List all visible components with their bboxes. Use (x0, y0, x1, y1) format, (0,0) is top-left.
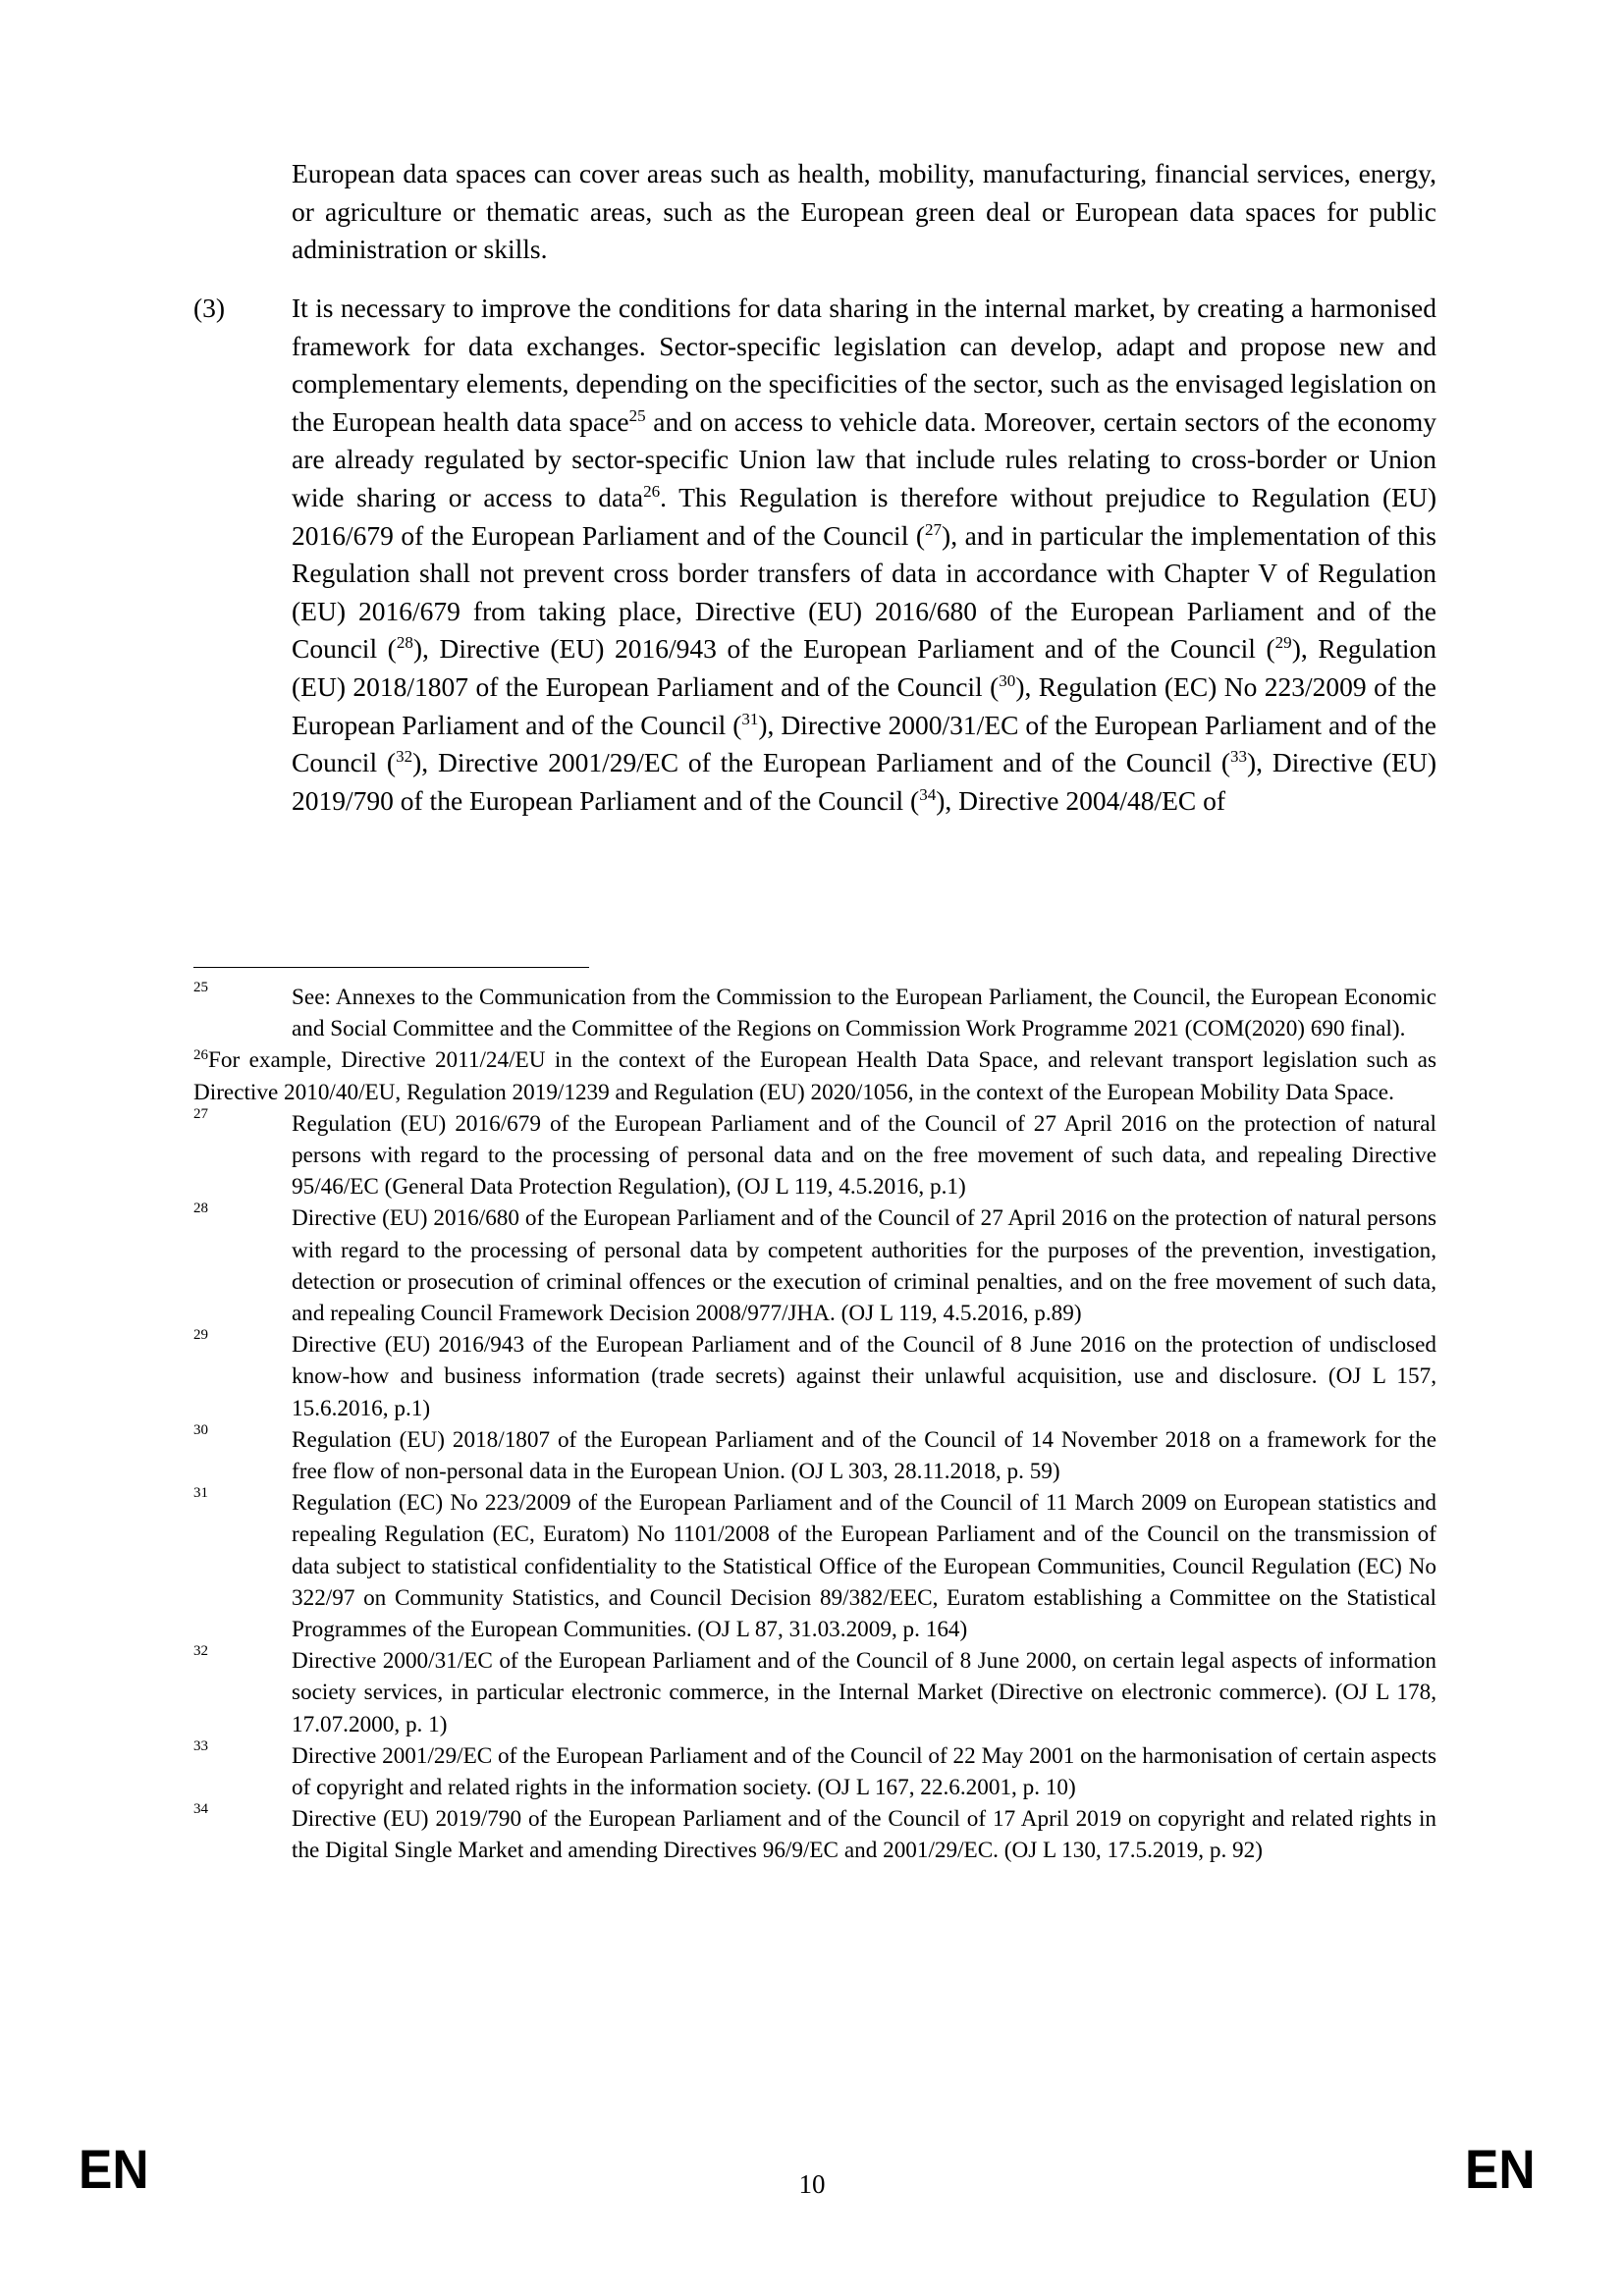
page-number: 10 (798, 2169, 826, 2199)
recital-text-part: ), Directive 2000/31/EC of the European Parliament and of the Council ( (292, 709, 1436, 778)
footnote-number: 30 (193, 1421, 208, 1438)
footnote-30 (193, 1421, 1436, 1487)
footnote-number: 27 (193, 1105, 208, 1122)
footnote-text: Directive 2000/31/EC of the European Parliament and of the Council of 8 June 2000, on certain legal aspects of information society services, in particular electronic commerce, in the Internal Market (Directive on electronic commerce). (OJ L 178, 17.07.2000, p. 1) (292, 1648, 1436, 1737)
footnote-ref[interactable]: 27 (925, 519, 943, 539)
footnote-28 (193, 1202, 1436, 1329)
footnote-text: Regulation (EC) No 223/2009 of the European Parliament and of the Council of 11 March 2009 on European statistics and repealing Regulation (EC, Euratom) No 1101/2008 of the European Parliament and of the Council on the transmission of data subject to statistical confidentiality to the Statistical Office of the European Communities, Council Regulation (EC) No 322/97 on Community Statistics, and Council Decision 89/382/EEC, Euratom establishing a Committee on the Statistical Programmes of the European Communities. (OJ L 87, 31.03.2009, p. 164) (292, 1490, 1436, 1643)
footnote-ref[interactable]: 26 (643, 481, 661, 501)
footnote-number: 33 (193, 1737, 208, 1754)
footnote-number: 31 (193, 1485, 208, 1502)
footnote-33 (193, 1737, 1436, 1803)
footnote-number: 25 (193, 980, 208, 995)
recital-text-part: ), Directive 2004/48/EC of (936, 784, 1226, 816)
footnote-ref[interactable]: 34 (919, 784, 937, 804)
footnote-ref[interactable]: 29 (1274, 633, 1292, 653)
footnote-text: Regulation (EU) 2016/679 of the European Parliament and of the Council of 27 April 2016 on the protection of natural persons with regard to the processing of personal data and on the free movement of such data, and repealing Directive 95/46/EC (General Data Protection Regulation), (OJ L 119, 4.5.2016, p.1) (292, 1110, 1436, 1201)
recital-text-part: ), Directive 2001/29/EC of the European Parliament and of the Council ( (412, 747, 1230, 778)
footnote-number: 28 (193, 1201, 208, 1217)
recital-text-part: and on access to vehicle data. Moreover, certain sectors of the economy are already regulated by sector-specific Union law that include rules relating to cross-border or Union wide sharing or access to data (292, 405, 1437, 512)
footnote-ref[interactable]: 30 (999, 670, 1016, 690)
footnote-ref[interactable]: 33 (1229, 746, 1248, 766)
footnote-26 (193, 1044, 1436, 1107)
footnote-32 (193, 1645, 1436, 1740)
intro-paragraph: European data spaces can cover areas such as health, mobility, manufacturing, financial services, energy, or agriculture or thematic areas, such as the European green deal or European data spaces for public administration or skills. (292, 158, 1436, 265)
footnote-text: For example, Directive 2011/24/EU in the context of the European Health Data Space, and relevant transport legislation such as Directive 2010/40/EU, Regulation 2019/1239 and Regulation (EU) 2020/1056, in the context of the European Mobility Data Space. (193, 1047, 1436, 1105)
language-code-right: EN (1465, 2138, 1536, 2200)
footnote-number: 29 (193, 1327, 208, 1344)
footnote-27 (193, 1105, 1436, 1203)
footnote-25 (193, 982, 1436, 1044)
footnote-ref[interactable]: 25 (628, 405, 646, 425)
recital-text-part: ), Regulation (EU) 2018/1807 of the European Parliament and of the Council ( (292, 633, 1436, 702)
footnote-text: See: Annexes to the Communication from the Commission to the European Parliament, the Council, the European Economic and Social Committee and the Committee of the Regions on Commission Work Programme 2021 (COM(2020) 690 final). (292, 985, 1436, 1042)
recital-text-part: ), Regulation (EC) No 223/2009 of the European Parliament and of the Council ( (292, 670, 1437, 740)
footnote-ref[interactable]: 31 (741, 709, 759, 728)
recital-3-text (292, 290, 1436, 820)
footnote-text: Directive (EU) 2016/943 of the European Parliament and of the Council of 8 June 2016 on the protection of undisclosed know-how and business information (trade secrets) against their unlawful acquisition, use and disclosure. (OJ L 157, 15.6.2016, p.1) (292, 1332, 1436, 1421)
footnote-34 (193, 1803, 1436, 1866)
recital-text-part: . This Regulation is therefore without prejudice to Regulation (EU) 2016/679 of the European Parliament and of the Council ( (292, 481, 1436, 551)
recital-number: (3) (193, 293, 226, 323)
footnote-29 (193, 1329, 1436, 1424)
footnote-text: Directive 2001/29/EC of the European Parliament and of the Council of 22 May 2001 on the harmonisation of certain aspects of copyright and related rights in the information society. (OJ L 167, 22.6.2001, p. 10) (292, 1742, 1436, 1801)
footnote-number: 32 (193, 1643, 208, 1660)
recital-text-part: ), Directive (EU) 2019/790 of the European Parliament and of the Council ( (292, 747, 1436, 816)
recital-text-part: ), Directive (EU) 2016/943 of the European Parliament and of the Council ( (412, 633, 1275, 665)
footnotes (193, 982, 1436, 1867)
footnote-31 (193, 1487, 1436, 1645)
footnote-number: 34 (193, 1801, 208, 1818)
footnote-text: Directive (EU) 2016/680 of the European Parliament and of the Council of 27 April 2016 on the protection of natural persons with regard to the processing of personal data by competent authorities for the purposes of the prevention, investigation, detection or prosecution of criminal offences or the execution of criminal penalties, and on the free movement of such data, and repealing Council Framework Decision 2008/977/JHA. (OJ L 119, 4.5.2016, p.89) (292, 1205, 1436, 1327)
footnote-number: 26 (193, 1047, 208, 1064)
language-code-left: EN (79, 2138, 149, 2200)
recital-text-part: It is necessary to improve the conditions for data sharing in the internal market, by creating a harmonised framework for data exchanges. Sector-specific legislation can develop, adapt and propose new and complementary elements, depending on the specificities of the sector, such as the envisaged legislation on the European health data space (292, 293, 1436, 437)
footnote-text: Directive (EU) 2019/790 of the European Parliament and of the Council of 17 April 2019 on copyright and related rights in the Digital Single Market and amending Directives 96/9/EC and 2001/29/EC. (OJ L 130, 17.5.2019, p. 92) (292, 1806, 1436, 1864)
footnote-text: Regulation (EU) 2018/1807 of the European Parliament and of the Council of 14 November 2018 on a framework for the free flow of non-personal data in the European Union. (OJ L 303, 28.11.2018, p. 59) (292, 1426, 1436, 1485)
footnote-separator (193, 967, 589, 968)
footnote-ref[interactable]: 28 (396, 633, 413, 653)
footnote-ref[interactable]: 32 (396, 746, 413, 766)
recital-text-part: ), and in particular the implementation of this Regulation shall not prevent cross border transfers of data in accordance with Chapter V of Regulation (EU) 2016/679 from taking place, Directive (EU) 2016/680 of the European Parliament and of the Council ( (292, 519, 1436, 665)
